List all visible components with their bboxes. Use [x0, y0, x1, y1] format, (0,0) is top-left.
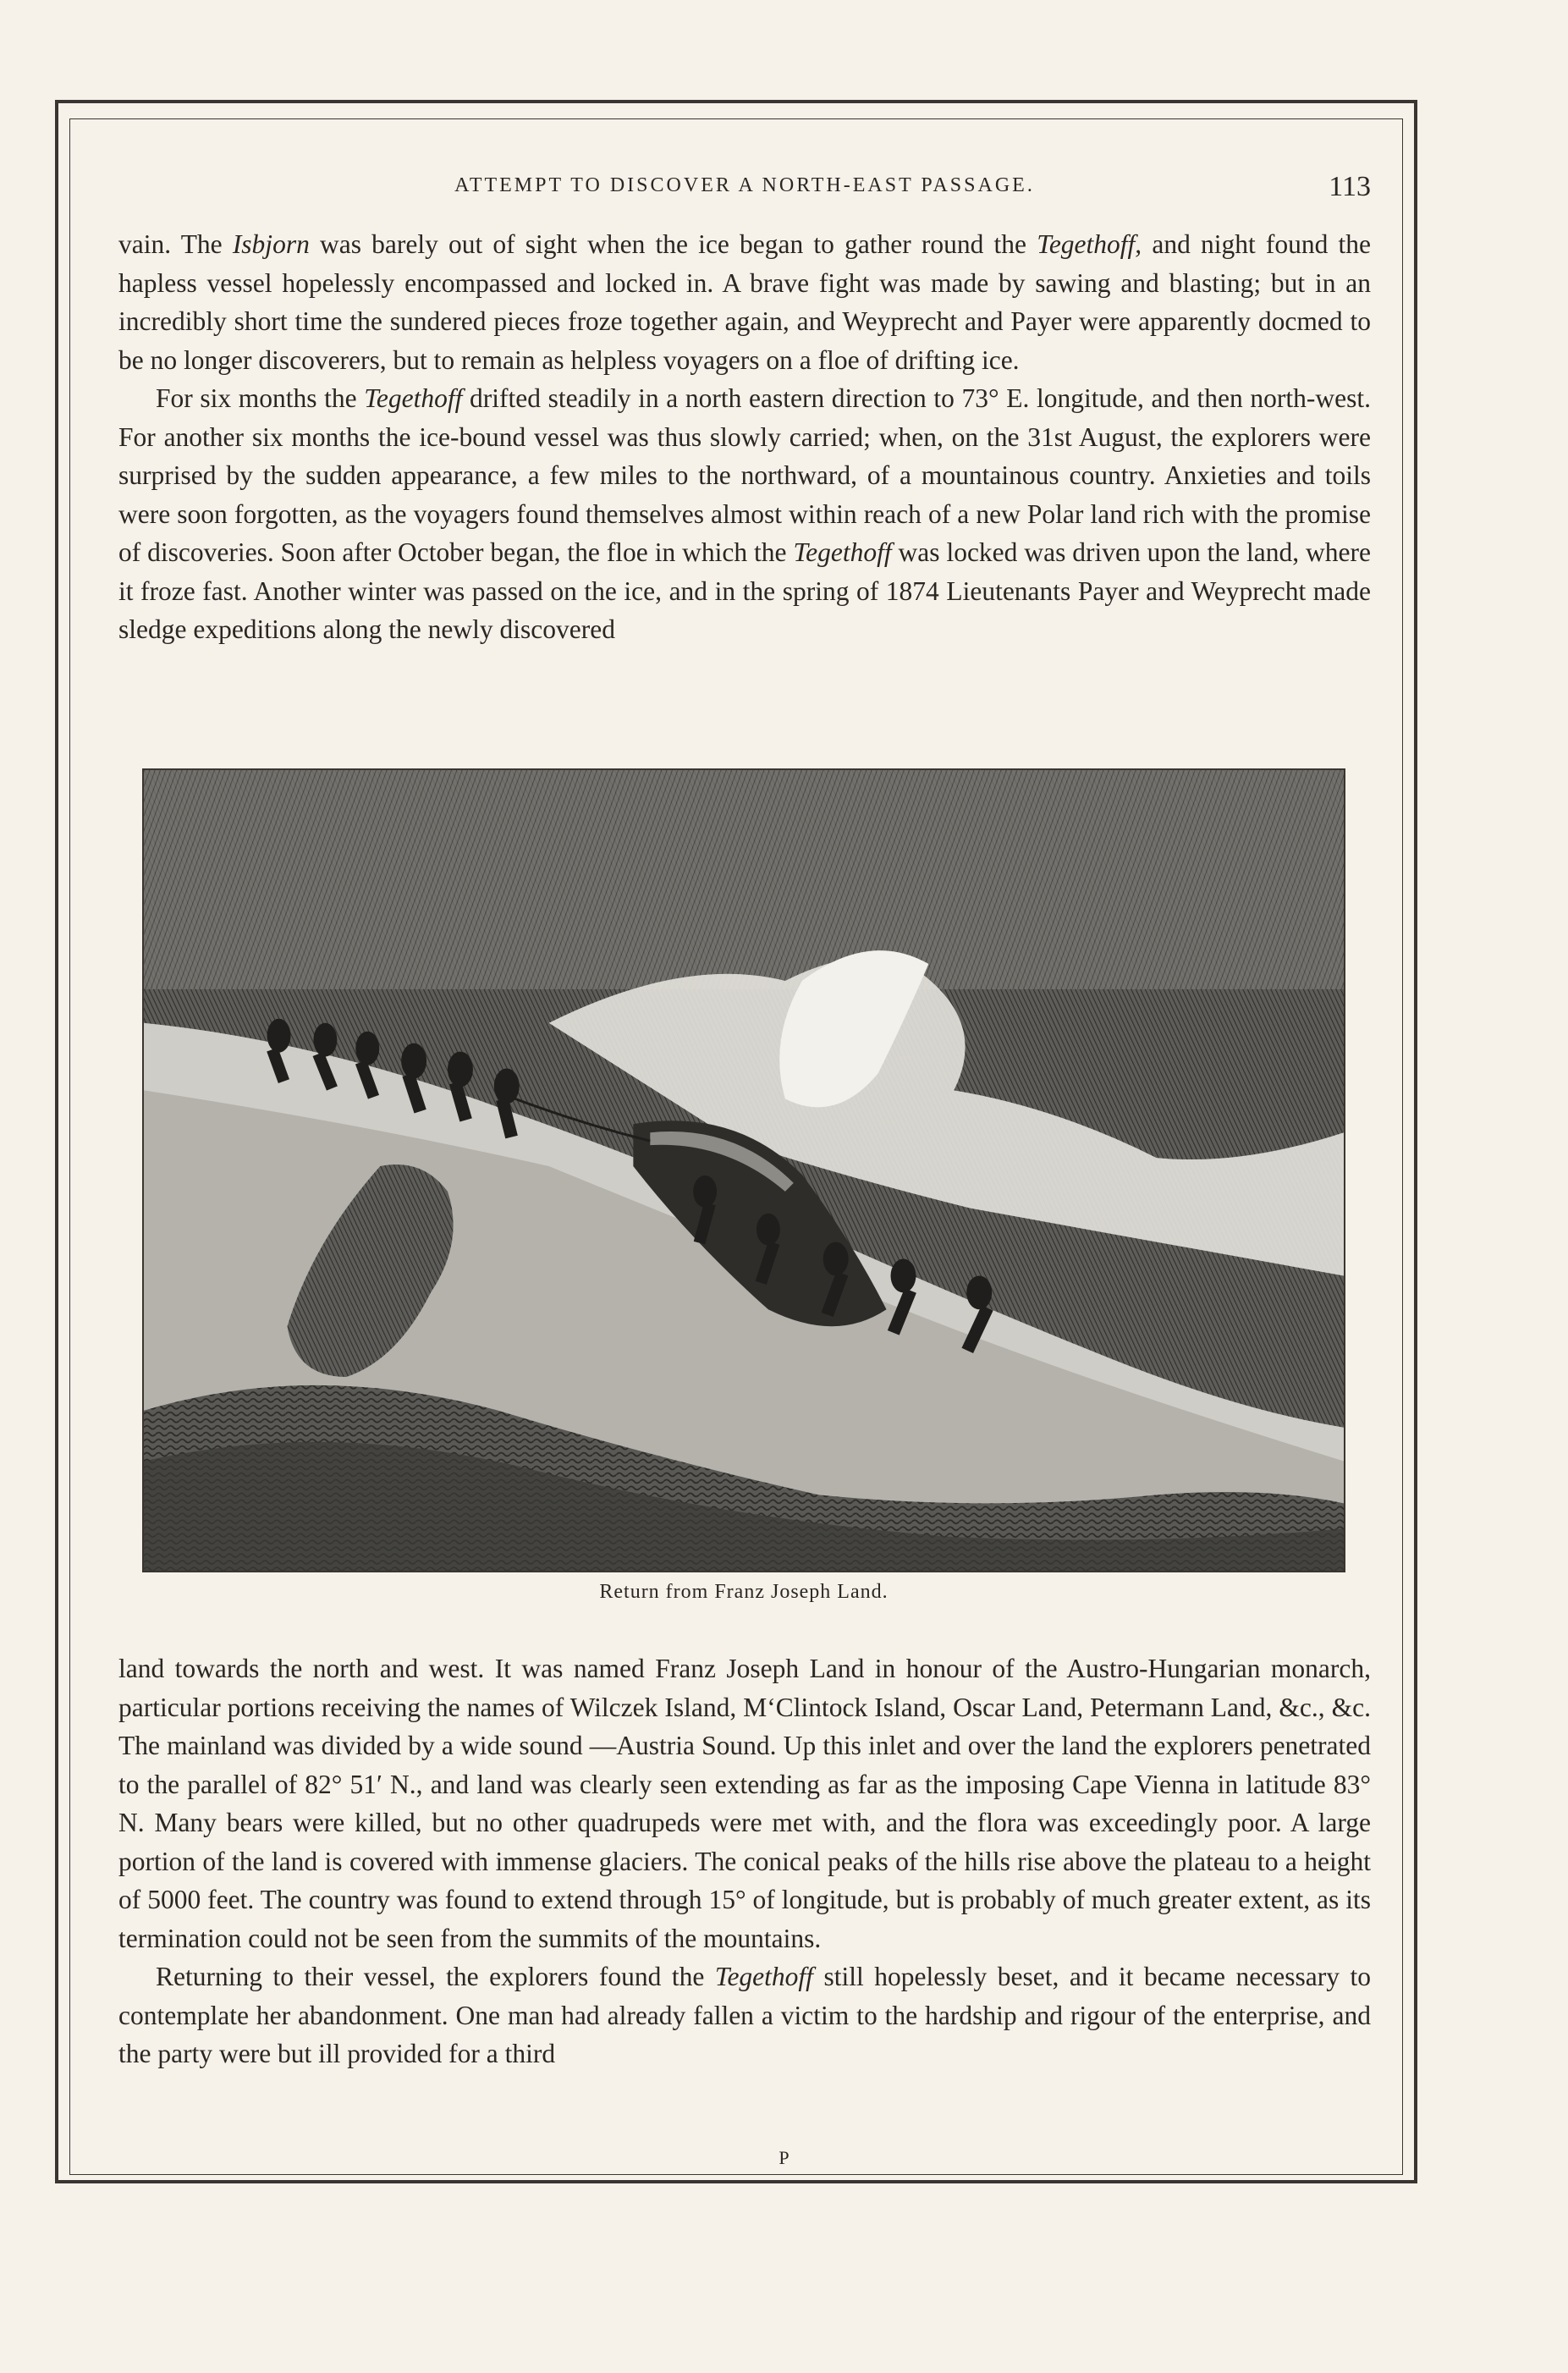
body-text-bottom	[118, 1649, 1371, 2073]
paragraph	[118, 225, 1371, 379]
text-run: Returning to their vessel, the explorers found the	[156, 1962, 715, 1991]
body-text-top	[118, 225, 1371, 649]
page-number: 113	[1329, 171, 1371, 202]
italic-text-run: Tegethoff	[793, 537, 892, 567]
illustration-caption: Return from Franz Joseph Land.	[599, 1581, 889, 1603]
italic-text-run: Isbjorn	[232, 229, 310, 259]
text-run: was locked was driven upon the land, where it froze fast. Another winter was passed on the ice, and in the spring of 1874 Lieutenants Payer and Weyprecht made sledge expeditions along the newly discovered	[118, 537, 1371, 644]
text-run: For six months the	[156, 383, 365, 413]
text-run: vain. The	[118, 229, 233, 259]
paragraph	[118, 1957, 1371, 2073]
signature-mark: P	[778, 2147, 790, 2168]
text-run: land towards the north and west. It was named Franz Joseph Land in honour of the Austro-Hungarian monarch, particular portions receiving the names of Wilczek Island, M‘Clintock Island, Oscar Land, Petermann Land, &c., &c. The mainland was divided by a wide sound —Austria Sound. Up this inlet and over the land the explorers penetrated to the parallel of 82° 51′ N., and land was clearly seen extending as far as the imposing Cape Vienna in latitude 83° N. Many bears were killed, but no other quadrupeds were met with, and the flora was exceedingly poor. A large portion of the land is covered with immense glaciers. The conical peaks of the hills rise above the plateau to a height of 5000 feet. The country was found to extend through 15° of longitude, but is probably of much greater extent, as its termination could not be seen from the summits of the mountains.	[118, 1654, 1371, 1953]
text-run: was barely out of sight when the ice began to gather round the	[309, 229, 1037, 259]
engraving-illustration	[142, 768, 1345, 1572]
text-run: still hopelessly beset, and it became necessary to contemplate her abandonment. One man had already fallen a victim to the hardship and rigour of the enterprise, and the party were but ill provided for a third	[118, 1962, 1371, 2068]
italic-text-run: Tegethoff,	[1037, 229, 1142, 259]
italic-text-run: Tegethoff	[364, 383, 463, 413]
running-title: ATTEMPT TO DISCOVER A NORTH-EAST PASSAGE.	[454, 174, 1035, 196]
text-run: drifted steadily in a north eastern direction to 73° E. longitude, and then north-west. For another six months the ice-bound vessel was thus slowly carried; when, on the 31st August, the explorers were surprised by the sudden appearance, a few miles to the northward, of a mountainous country. Anxieties and toils were soon forgotten, as the voyagers found themselves almost within reach of a new Polar land rich with the promise of discoveries. Soon after October began, the floe in which the	[118, 383, 1372, 567]
text-run: and night found the hapless vessel hopelessly encompassed and locked in. A brave fight was made by sawing and blasting; but in an incredibly short time the sundered pieces froze together again, and Weyprecht and Payer were apparently docmed to be no longer discoverers, but to remain as helpless voyagers on a floe of drifting ice.	[118, 229, 1371, 375]
running-head	[118, 171, 1371, 208]
italic-text-run: Tegethoff	[714, 1962, 813, 1991]
paragraph	[118, 379, 1371, 649]
paragraph	[118, 1649, 1371, 1957]
